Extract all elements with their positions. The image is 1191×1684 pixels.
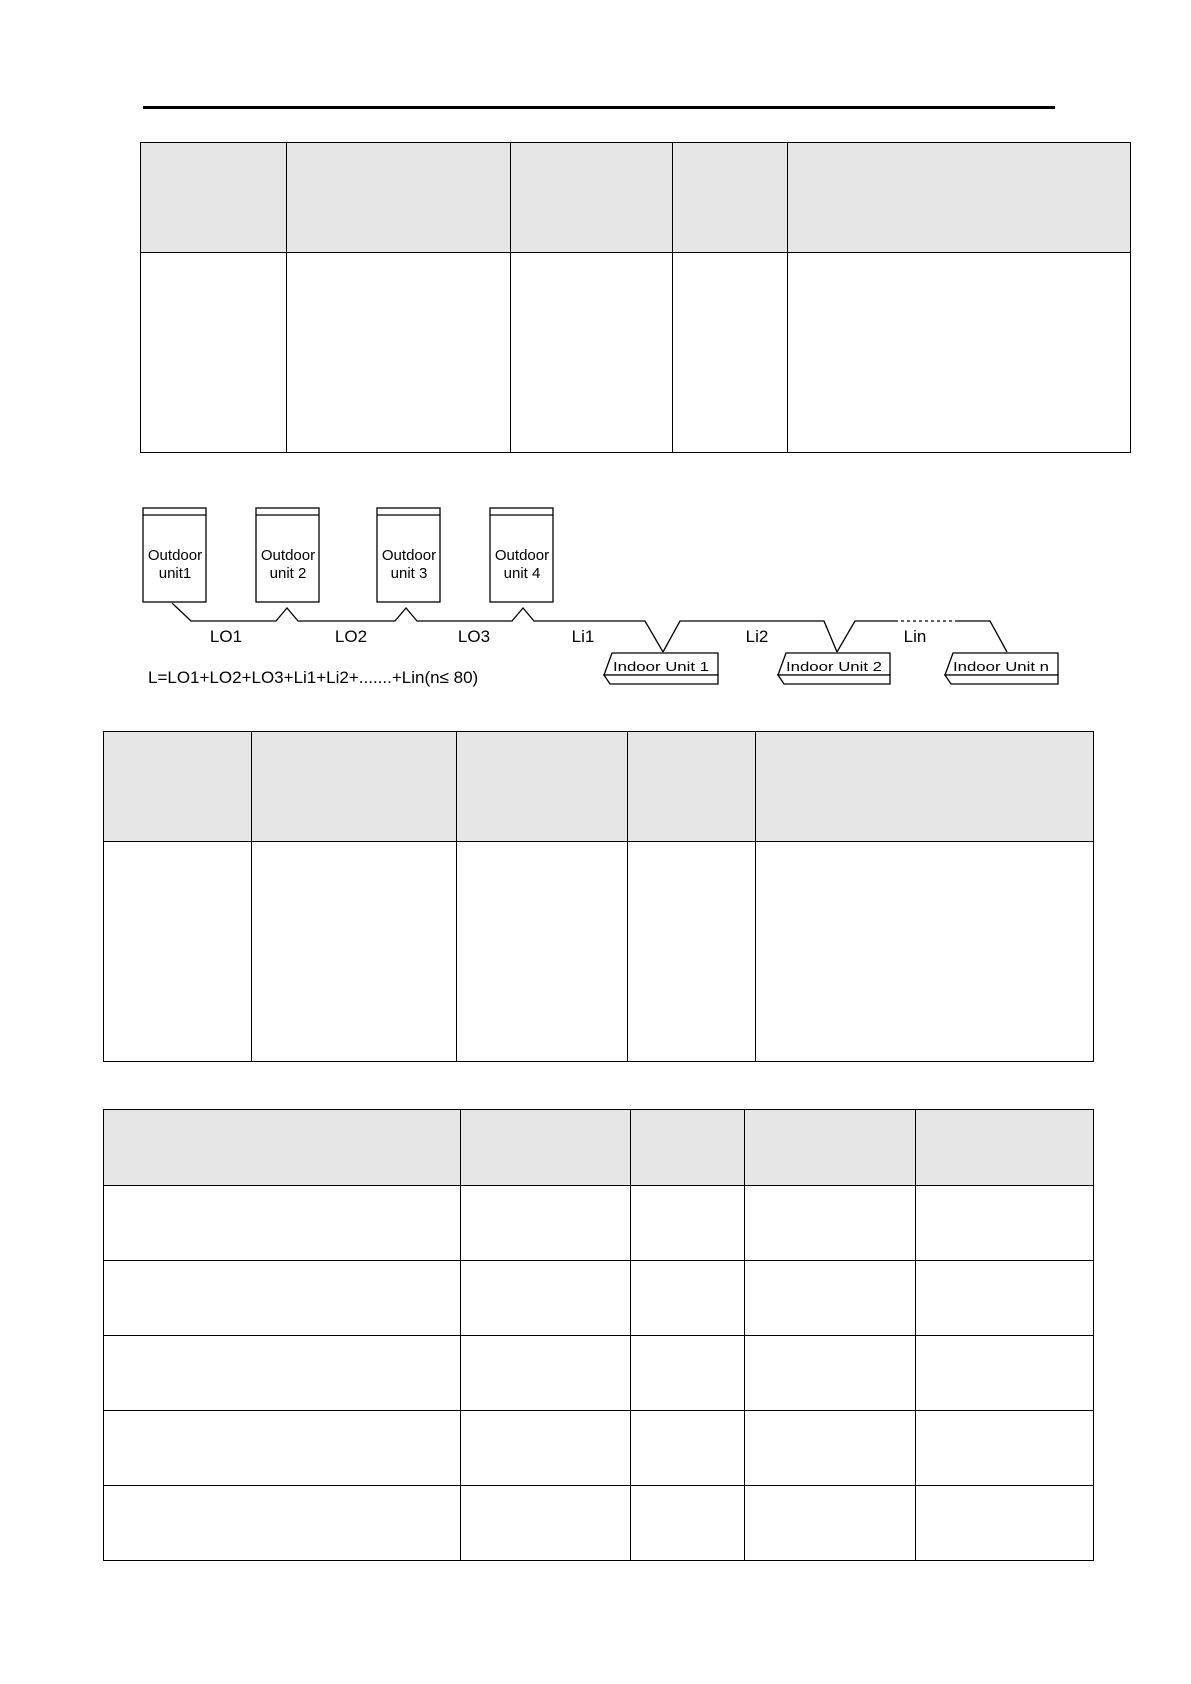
table-3-row — [104, 1261, 1094, 1336]
pipe-length-formula: L=LO1+LO2+LO3+Li1+Li2+.......+Lin(n≤ 80) — [148, 668, 479, 687]
table-3-cell — [745, 1486, 916, 1561]
pipe-line — [955, 621, 1007, 652]
piping-diagram — [0, 0, 1191, 720]
outdoor-unit-label: unit1 — [158, 565, 192, 582]
table-3-cell — [461, 1186, 631, 1261]
table-3-header-cell — [745, 1110, 916, 1186]
pipe-segment-label: LO2 — [334, 627, 368, 646]
pipe-segment-label: LO3 — [457, 627, 491, 646]
table-3-row — [104, 1486, 1094, 1561]
table-2-cell — [457, 842, 628, 1062]
pipe-line — [837, 621, 895, 652]
table-3-cell — [461, 1336, 631, 1411]
table-2 — [103, 731, 1094, 1062]
table-3-cell — [461, 1486, 631, 1561]
table-3-cell — [631, 1336, 745, 1411]
pipe-segment-label: LO1 — [209, 627, 243, 646]
table-3-cell — [631, 1261, 745, 1336]
table-3-row — [104, 1336, 1094, 1411]
outdoor-unit-label: unit 4 — [503, 565, 541, 582]
table-3-header-cell — [461, 1110, 631, 1186]
table-3-cell — [916, 1411, 1094, 1486]
table-3-cell — [916, 1186, 1094, 1261]
table-2-cell — [628, 842, 756, 1062]
table-3-cell — [461, 1261, 631, 1336]
outdoor-unit-label: Outdoor — [494, 547, 550, 564]
table-3-cell — [104, 1261, 461, 1336]
table-2-cell — [756, 842, 1094, 1062]
outdoor-unit-label: Outdoor — [260, 547, 316, 564]
table-3-cell — [461, 1411, 631, 1486]
table-3-cell — [745, 1411, 916, 1486]
pipe-segment-label: Li1 — [571, 627, 595, 646]
table-3-row — [104, 1411, 1094, 1486]
table-2-cell — [104, 842, 252, 1062]
pipe-segment-label: Lin — [903, 627, 927, 646]
outdoor-unit-label: unit 3 — [390, 565, 428, 582]
table-2-header-row — [104, 732, 1094, 842]
table-3-cell — [916, 1486, 1094, 1561]
table-2-cell — [252, 842, 457, 1062]
table-2-header-cell — [756, 732, 1094, 842]
table-3-cell — [104, 1336, 461, 1411]
table-3-cell — [745, 1336, 916, 1411]
table-3-cell — [916, 1336, 1094, 1411]
table-2-header-cell — [252, 732, 457, 842]
table-3-header-row — [104, 1110, 1094, 1186]
table-3-cell — [916, 1261, 1094, 1336]
outdoor-unit-label: unit 2 — [269, 565, 307, 582]
table-2-row — [104, 842, 1094, 1062]
table-3-cell — [104, 1486, 461, 1561]
outdoor-unit-label: Outdoor — [147, 547, 203, 564]
table-3-cell — [745, 1261, 916, 1336]
table-3-cell — [631, 1411, 745, 1486]
indoor-unit-label: Indoor Unit 1 — [613, 659, 709, 674]
table-3-cell — [631, 1486, 745, 1561]
table-3-header-cell — [104, 1110, 461, 1186]
table-3-cell — [631, 1186, 745, 1261]
table-3-header-cell — [631, 1110, 745, 1186]
table-3-cell — [104, 1186, 461, 1261]
table-3-cell — [745, 1186, 916, 1261]
indoor-unit-label: Indoor Unit n — [953, 659, 1049, 674]
table-2-header-cell — [104, 732, 252, 842]
pipe-segment-label: Li2 — [745, 627, 769, 646]
table-3-header-cell — [916, 1110, 1094, 1186]
table-2-header-cell — [628, 732, 756, 842]
table-3 — [103, 1109, 1094, 1561]
indoor-unit-label: Indoor Unit 2 — [786, 659, 882, 674]
outdoor-unit-label: Outdoor — [381, 547, 437, 564]
table-3-row — [104, 1186, 1094, 1261]
table-2-header-cell — [457, 732, 628, 842]
table-3-cell — [104, 1411, 461, 1486]
